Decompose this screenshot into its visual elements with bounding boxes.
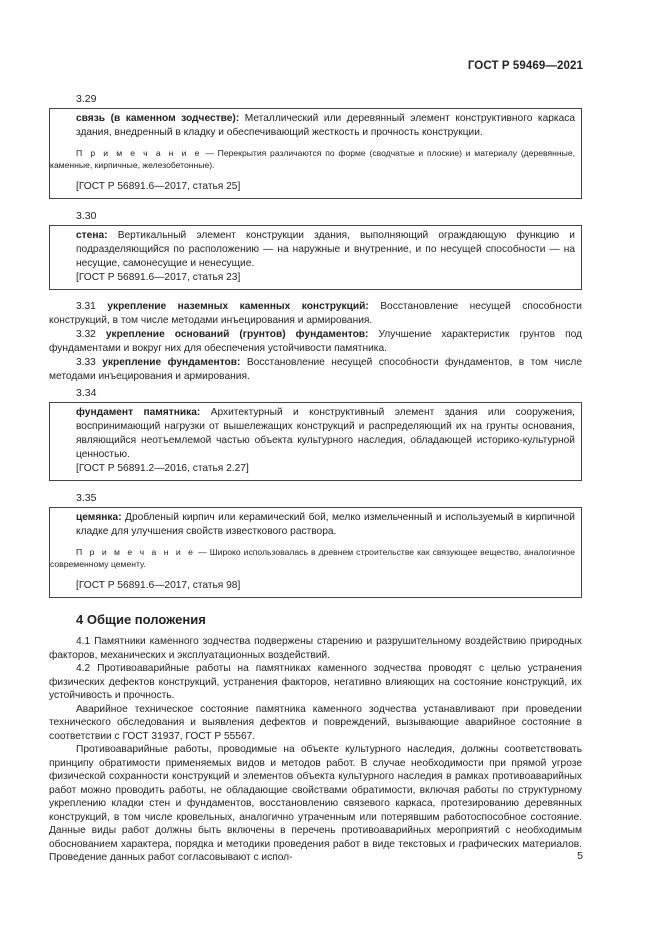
term-name: стена: xyxy=(76,230,108,241)
term-list xyxy=(49,300,582,384)
term-definition: фундамент памятника: Архитектурный и конструктивный элемент здания или сооружения, воспринимающий нагрузки от вышележащих конструкций и распределяющий их на грунты основания, являющийся неотъемлемой частью объекта культурного наследия, обладающей историко-культурной ценностью. xyxy=(76,407,575,460)
term-name: укрепление оснований (грунтов) фундаментов: xyxy=(105,329,369,340)
term-number: 3.29 xyxy=(76,93,97,105)
term-definition: стена: Вертикальный элемент конструкции здания, выполняющий ограждающую функцию и подразделяющийся по расположению — на наружные и внутренние, и по несущей способности — на несущие, самонесущие и ненесущие. xyxy=(76,230,575,269)
page-number: 5 xyxy=(577,850,583,862)
list-item: 3.32 укрепление оснований (грунтов) фундаментов: Улучшение характеристик грунтов под фундаментами и вокруг них для обеспечения устойчивости памятника. xyxy=(49,329,582,354)
term-number: 3.35 xyxy=(76,492,97,504)
term-reference: [ГОСТ Р 56891.6—2017, статья 25] xyxy=(76,181,241,192)
body-paragraph: Аварийное техническое состояние памятника каменного зодчества устанавливают при проведении технического обследования и выявления дефектов и повреждений, вызывающие аварийное состояние в соответствии с ГОСТ 31937, ГОСТ Р 55567. xyxy=(49,703,582,742)
section-title: 4 Общие положения xyxy=(76,612,206,627)
term-box xyxy=(49,225,582,290)
body-paragraph: 4.1 Памятники каменного зодчества подвержены старению и разрушительному воздействию природных факторов, механических и эксплуатационных воздействий. xyxy=(49,636,582,661)
term-name: укрепление наземных каменных конструкций: xyxy=(107,301,369,312)
term-box xyxy=(49,402,582,481)
term-name: связь (в каменном зодчестве): xyxy=(76,113,240,124)
term-number: 3.34 xyxy=(76,387,97,399)
term-reference: [ГОСТ Р 56891.6—2017, статья 23] xyxy=(76,272,241,283)
term-note: П р и м е ч а н и е — Широко использовалась в древнем строительстве как связующее вещество, аналогичное современному цементу. xyxy=(50,547,575,569)
standard-code: ГОСТ Р 59469—2021 xyxy=(467,60,583,72)
body-paragraph: Противоаварийные работы, проводимые на объекте культурного наследия, должны соответствовать принципу обратимости применяемых видов и методов работ. В случае необходимости при прямой угрозе физической сохранности конструкций и элементов объекта культурного наследия в рамках противоаварийных работ можно проводить работы, не обладающие свойствами обратимости, включая работы по структурному укреплению кладки стен и фундаментов, восстановлению связевого каркаса, протезированию деревянных конструкций, в том числе кровельных, аналогично утраченным или потерявшим работоспособное состояние. Данные виды работ должны быть включены в перечень противоаварийных мероприятий с необходимым обоснованием характера, порядка и методики проведения работ в виде текстовых и графических материалов. Проведение данных работ согласовывают с испол- xyxy=(49,744,582,863)
list-item: 3.31 укрепление наземных каменных конструкций: Восстановление несущей способности конструкций, в том числе методами инъецирования и армирования. xyxy=(49,301,582,326)
note-label: П р и м е ч а н и е xyxy=(76,547,196,557)
term-name: цемянка: xyxy=(76,512,122,523)
note-label: П р и м е ч а н и е xyxy=(76,148,202,158)
list-item: 3.33 укрепление фундаментов: Восстановление несущей способности фундаментов, в том числе методами инъецирования и армирования. xyxy=(49,357,582,382)
term-name: фундамент памятника: xyxy=(76,407,201,418)
term-name: укрепление фундаментов: xyxy=(102,357,241,368)
term-box xyxy=(49,507,582,598)
term-definition: цемянка: Дробленый кирпич или керамический бой, мелко измельченный и используемый в кирпичной кладке для улучшения свойств известкового раствора. xyxy=(76,512,575,537)
term-definition: связь (в каменном зодчестве): Металлический или деревянный элемент конструктивного каркаса здания, внедренный в кладку и обеспечивающий жесткость и прочность конструкции. xyxy=(76,113,576,138)
page-content xyxy=(49,92,582,865)
term-box xyxy=(49,108,582,199)
term-note: П р и м е ч а н и е — Перекрытия различаются по форме (сводчатые и плоские) и материалу (деревянные, каменные, кирпичные, железобетонные). xyxy=(50,148,575,170)
body-paragraph: 4.2 Противоаварийные работы на памятниках каменного зодчества проводят с целью устранения физических дефектов конструкций, устранения факторов, негативно влияющих на состояние конструкций, их устойчивость и прочность. xyxy=(49,663,582,701)
term-reference: [ГОСТ Р 56891.2—2016, статья 2.27] xyxy=(76,463,249,474)
term-reference: [ГОСТ Р 56891.6—2017, статья 98] xyxy=(76,580,241,591)
term-number: 3.30 xyxy=(76,210,97,222)
